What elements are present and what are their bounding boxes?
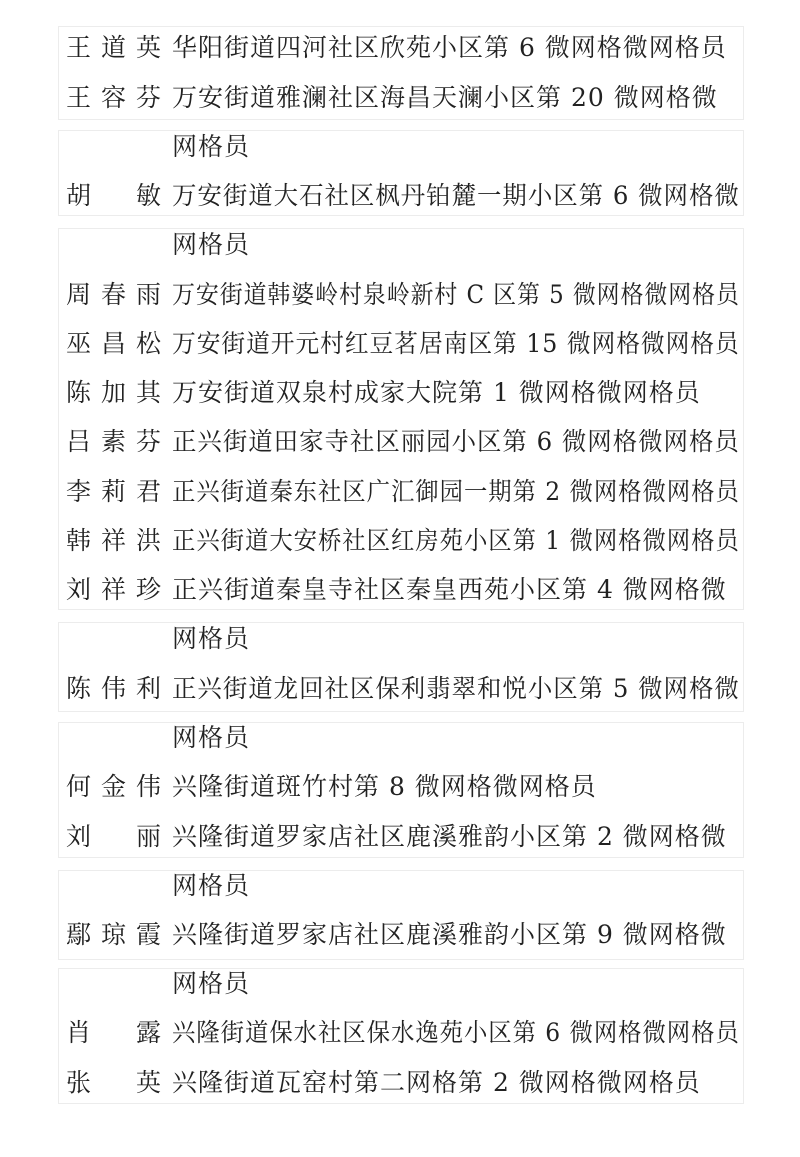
entry-desc-cont: 网格员 [172,969,251,998]
entry-name: 李莉君 [66,477,162,506]
entry-name: 巫昌松 [66,329,162,358]
entry-desc-cont: 网格员 [172,230,251,259]
entry-name: 韩祥洪 [66,526,162,555]
entry-desc: 正兴街道大安桥社区红房苑小区第 1 微网格微网格员 [172,526,740,555]
entry-desc-cont: 网格员 [172,132,251,161]
entry-desc: 正兴街道秦东社区广汇御园一期第 2 微网格微网格员 [172,477,740,506]
entry-name: 何金伟 [66,772,162,801]
entry-desc: 华阳街道四河社区欣苑小区第 6 微网格微网格员 [172,33,727,62]
entry-name: 周春雨 [66,280,162,309]
entry-desc: 万安街道雅澜社区海昌天澜小区第 20 微网格微 [172,83,718,112]
entry-desc-cont: 网格员 [172,871,251,900]
entry-desc: 正兴街道龙回社区保利翡翠和悦小区第 5 微网格微 [172,674,740,703]
entry-name: 吕素芬 [66,427,162,456]
entry-name: 王道英 [66,33,162,62]
entry-desc: 兴隆街道保水社区保水逸苑小区第 6 微网格微网格员 [172,1018,740,1047]
entry-desc: 万安街道韩婆岭村泉岭新村 C 区第 5 微网格微网格员 [172,280,740,309]
entry-name: 肖 露 [66,1018,162,1047]
entry-desc-cont: 网格员 [172,624,251,653]
entry-desc: 万安街道大石社区枫丹铂麓一期小区第 6 微网格微 [172,181,740,210]
entry-desc: 兴隆街道罗家店社区鹿溪雅韵小区第 9 微网格微 [172,920,727,949]
entry-name: 刘 丽 [66,822,162,851]
entry-name: 鄢琼霞 [66,920,162,949]
entry-desc-cont: 网格员 [172,723,251,752]
entry-name: 张 英 [66,1068,162,1097]
entry-name: 胡 敏 [66,181,162,210]
entry-name: 陈加其 [66,378,162,407]
entry-desc: 兴隆街道斑竹村第 8 微网格微网格员 [172,772,597,801]
entry-desc: 万安街道双泉村成家大院第 1 微网格微网格员 [172,378,701,407]
entry-name: 刘祥珍 [66,575,162,604]
entry-desc: 正兴街道秦皇寺社区秦皇西苑小区第 4 微网格微 [172,575,727,604]
entry-desc: 万安街道开元村红豆茗居南区第 15 微网格微网格员 [172,329,740,358]
entry-desc: 兴隆街道瓦窑村第二网格第 2 微网格微网格员 [172,1068,701,1097]
entry-desc: 正兴街道田家寺社区丽园小区第 6 微网格微网格员 [172,427,740,456]
entry-name: 王容芬 [66,83,162,112]
entry-name: 陈伟利 [66,674,162,703]
entry-desc: 兴隆街道罗家店社区鹿溪雅韵小区第 2 微网格微 [172,822,727,851]
